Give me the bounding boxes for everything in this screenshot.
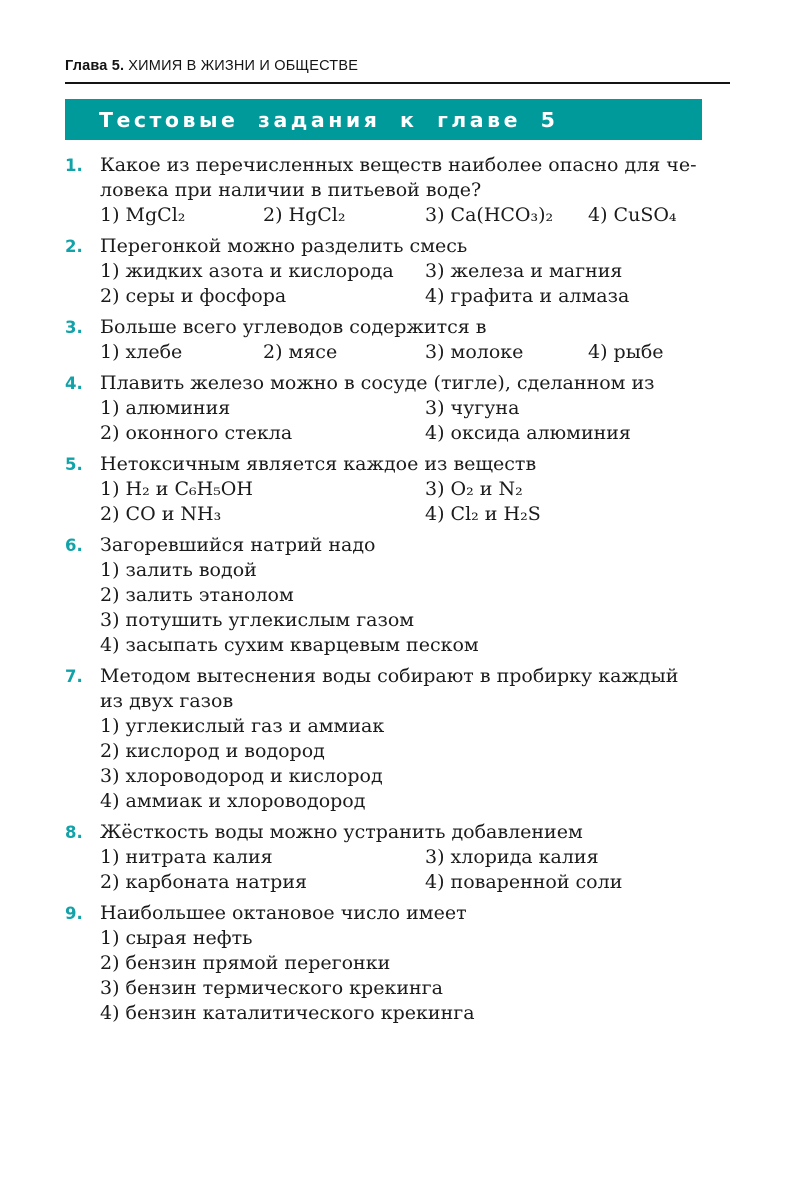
answer-option: 4) графита и алмаза xyxy=(425,285,630,307)
answer-option: 4) оксида алюминия xyxy=(425,422,631,444)
question-8 xyxy=(65,820,730,895)
answer-options xyxy=(100,477,730,527)
chapter-title: ХИМИЯ В ЖИЗНИ И ОБЩЕСТВЕ xyxy=(128,58,359,74)
answer-option: 3) хлорида калия xyxy=(425,846,599,868)
answer-options xyxy=(100,926,730,1026)
question-number: 7. xyxy=(65,667,83,686)
answer-option: 1) сырая нефть xyxy=(100,927,253,949)
answer-option: 3) O₂ и N₂ xyxy=(425,478,523,500)
question-number: 2. xyxy=(65,237,83,256)
answer-option: 2) HgCl₂ xyxy=(263,204,346,226)
question-text xyxy=(100,901,730,926)
question-text-line: Больше всего углеводов содержится в xyxy=(100,316,487,338)
answer-option: 1) нитрата калия xyxy=(100,846,273,868)
question-number: 5. xyxy=(65,455,83,474)
answer-option: 1) жидких азота и кислорода xyxy=(100,260,394,282)
section-banner-title: Тестовые задания к главе 5 xyxy=(99,107,559,132)
question-text xyxy=(100,371,730,396)
answer-options xyxy=(100,714,730,814)
question-text xyxy=(100,820,730,845)
answer-option: 2) оконного стекла xyxy=(100,422,293,444)
answer-option: 1) MgCl₂ xyxy=(100,204,186,226)
question-number: 8. xyxy=(65,823,83,842)
question-text-line: Жёсткость воды можно устранить добавлением xyxy=(100,821,583,843)
answer-options xyxy=(100,845,730,895)
answer-option: 4) аммиак и хлороводород xyxy=(100,790,366,812)
answer-option: 4) поваренной соли xyxy=(425,871,623,893)
question-text xyxy=(100,452,730,477)
answer-option: 3) Ca(HCO₃)₂ xyxy=(425,204,554,226)
answer-option: 3) хлороводород и кислород xyxy=(100,765,383,787)
question-text-line: Какое из перечисленных веществ наиболее опасно для че- xyxy=(100,154,697,176)
question-text-line: Перегонкой можно разделить смесь xyxy=(100,235,468,257)
answer-options xyxy=(100,558,730,658)
chapter-header xyxy=(65,58,730,84)
answer-option: 2) карбоната натрия xyxy=(100,871,307,893)
question-text xyxy=(100,153,730,203)
answer-option: 3) потушить углекислым газом xyxy=(100,609,415,631)
answer-option: 3) чугуна xyxy=(425,397,520,419)
answer-option: 1) залить водой xyxy=(100,559,257,581)
answer-option: 1) углекислый газ и аммиак xyxy=(100,715,385,737)
question-7 xyxy=(65,664,730,814)
question-text-line: из двух газов xyxy=(100,690,234,712)
answer-option: 4) CuSO₄ xyxy=(588,204,677,226)
question-text xyxy=(100,533,730,558)
question-5 xyxy=(65,452,730,527)
question-text xyxy=(100,315,730,340)
question-4 xyxy=(65,371,730,446)
question-text-line: ловека при наличии в питьевой воде? xyxy=(100,179,482,201)
answer-option: 3) железа и магния xyxy=(425,260,623,282)
question-text xyxy=(100,234,730,259)
answer-options xyxy=(100,203,730,228)
question-text-line: Методом вытеснения воды собирают в пробирку каждый xyxy=(100,665,679,687)
question-6 xyxy=(65,533,730,658)
question-number: 3. xyxy=(65,318,83,337)
answer-option: 1) H₂ и C₆H₅OH xyxy=(100,478,253,500)
answer-option: 4) бензин каталитического крекинга xyxy=(100,1002,475,1024)
answer-options xyxy=(100,396,730,446)
answer-option: 2) бензин прямой перегонки xyxy=(100,952,391,974)
question-text-line: Плавить железо можно в сосуде (тигле), сделанном из xyxy=(100,372,655,394)
question-number: 1. xyxy=(65,156,83,175)
answer-option: 1) алюминия xyxy=(100,397,231,419)
question-9 xyxy=(65,901,730,1026)
question-number: 6. xyxy=(65,536,83,555)
questions-list xyxy=(65,153,730,1026)
answer-options xyxy=(100,340,730,365)
answer-option: 2) кислород и водород xyxy=(100,740,325,762)
answer-option: 3) молоке xyxy=(425,341,524,363)
question-number: 9. xyxy=(65,904,83,923)
answer-option: 2) залить этанолом xyxy=(100,584,294,606)
answer-options xyxy=(100,259,730,309)
answer-option: 4) Cl₂ и H₂S xyxy=(425,503,541,525)
answer-option: 2) мясе xyxy=(263,341,338,363)
section-banner xyxy=(65,99,702,140)
answer-option: 4) засыпать сухим кварцевым песком xyxy=(100,634,479,656)
chapter-label: Глава 5. xyxy=(65,58,125,74)
answer-option: 3) бензин термического крекинга xyxy=(100,977,443,999)
question-text-line: Загоревшийся натрий надо xyxy=(100,534,376,556)
question-3 xyxy=(65,315,730,365)
answer-option: 2) серы и фосфора xyxy=(100,285,287,307)
answer-option: 4) рыбе xyxy=(588,341,664,363)
question-2 xyxy=(65,234,730,309)
question-text-line: Нетоксичным является каждое из веществ xyxy=(100,453,537,475)
question-1 xyxy=(65,153,730,228)
question-number: 4. xyxy=(65,374,83,393)
question-text xyxy=(100,664,730,714)
answer-option: 2) CO и NH₃ xyxy=(100,503,222,525)
answer-option: 1) хлебе xyxy=(100,341,183,363)
question-text-line: Наибольшее октановое число имеет xyxy=(100,902,467,924)
